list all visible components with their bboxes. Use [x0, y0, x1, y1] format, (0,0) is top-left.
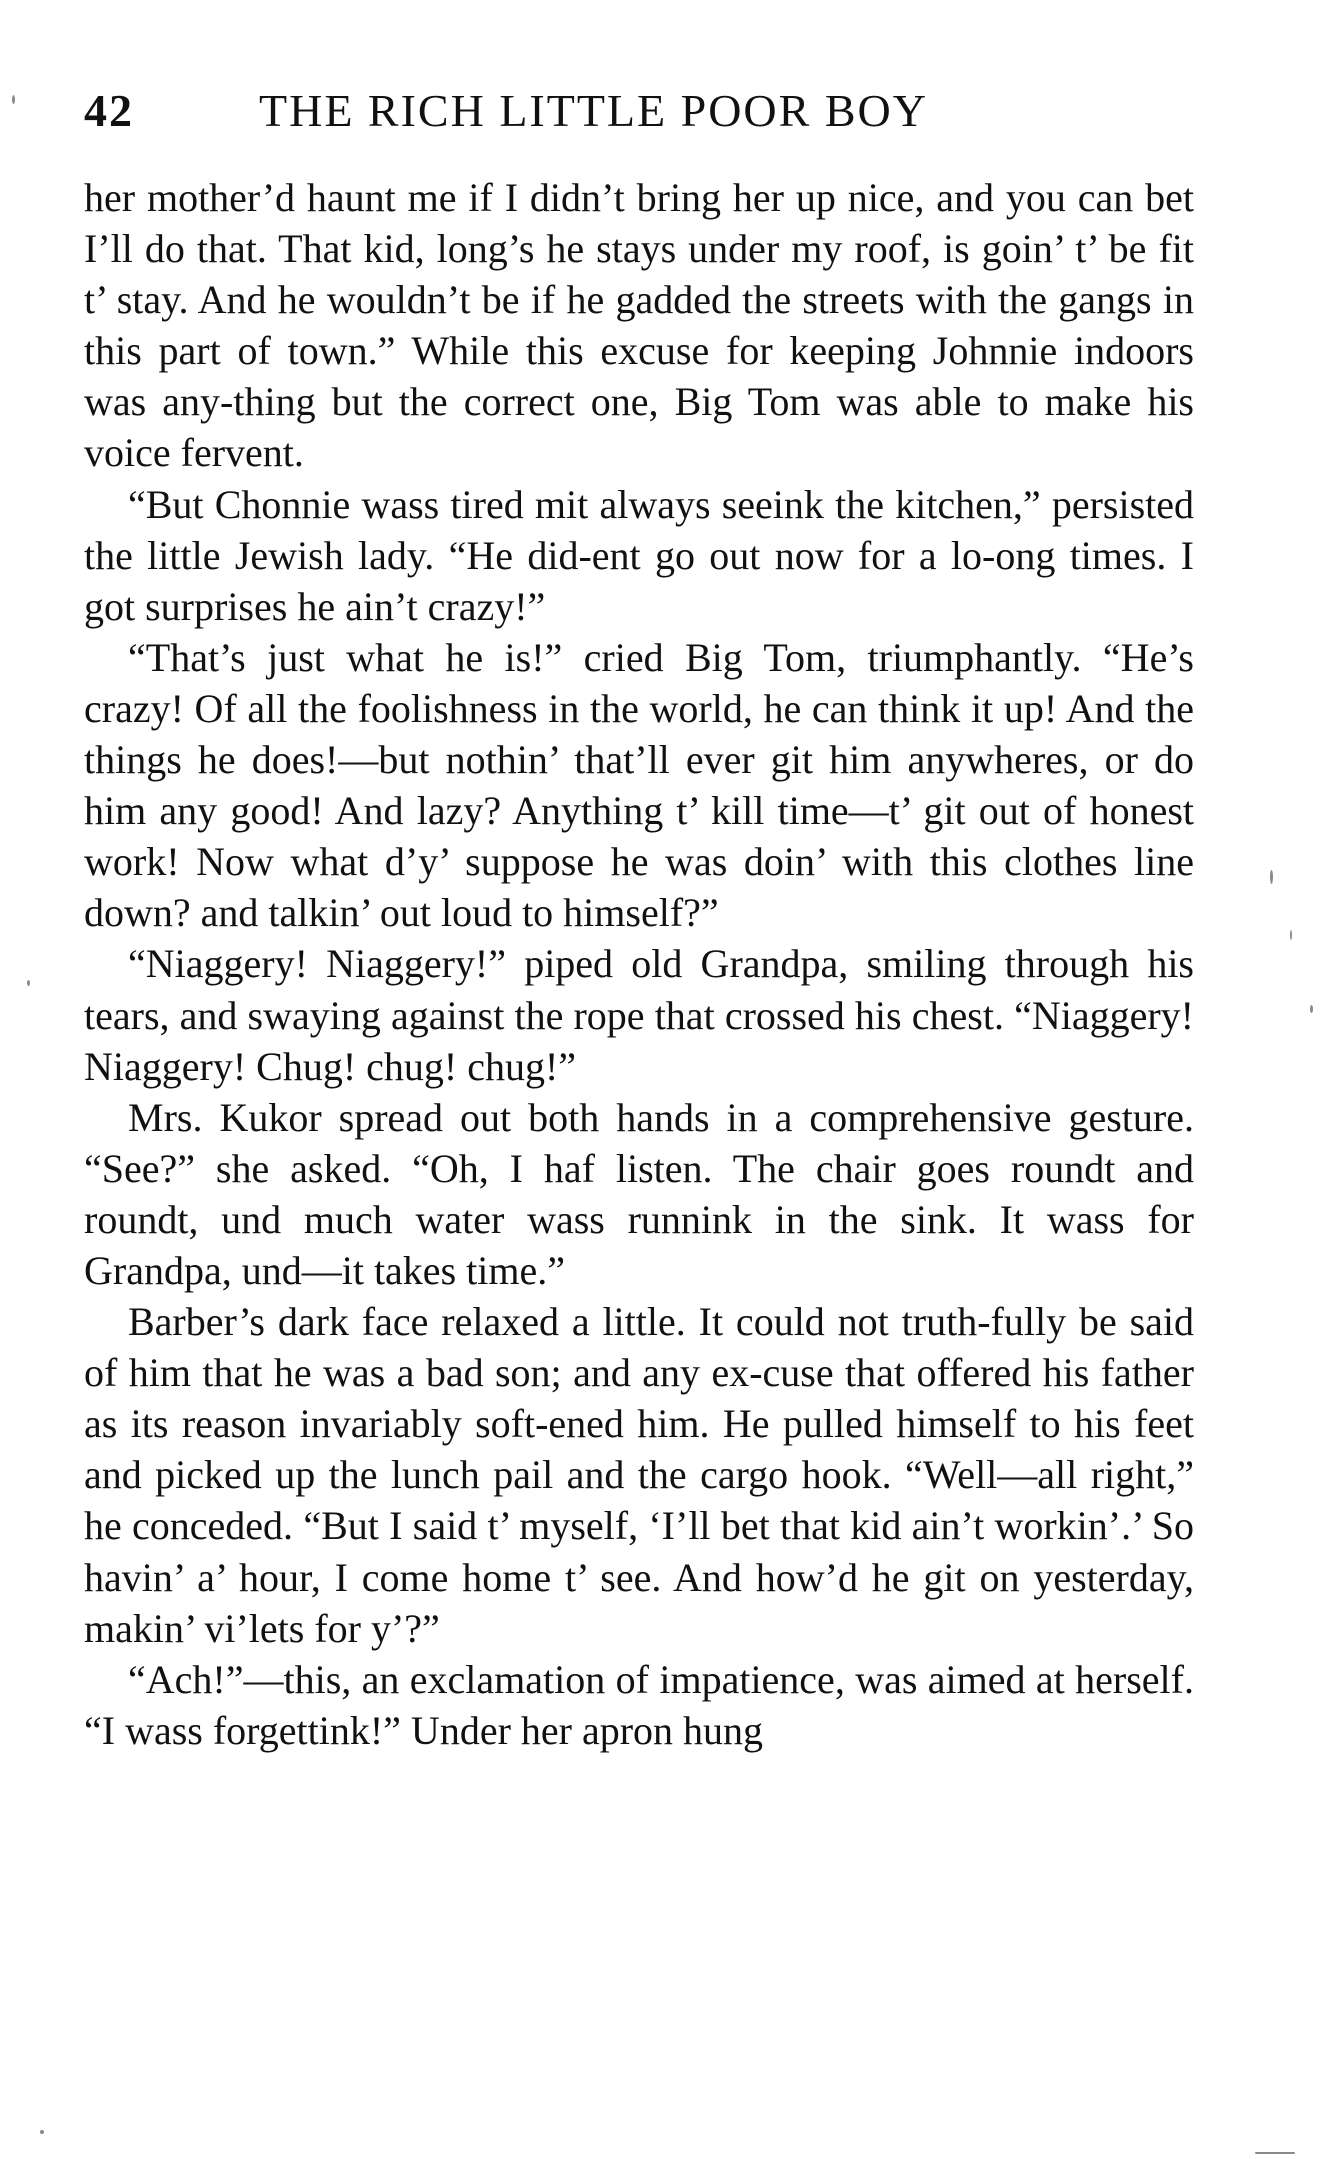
paragraph: Barber’s dark face relaxed a little. It could not truth-fully be said of him that he was a bad son; and any ex-cuse that offered his father as its reason invariably soft-ened him. He pulled himself to his feet and picked up the lunch pail and the cargo hook. “Well—all right,” he conceded. “But I said t’ myself, ‘I’ll bet that kid ain’t workin’.’ So havin’ a’ hour, I come home t’ see. And how’d he git on yesterday, makin’ vi’lets for y’?”: [84, 1299, 1194, 1651]
page-number: 42: [84, 85, 134, 136]
scan-speck: [1310, 1005, 1313, 1013]
running-head: [84, 84, 1194, 140]
scan-speck: [1255, 2152, 1295, 2154]
scan-speck: [40, 2130, 44, 2134]
paragraph-continued: her mother’d haunt me if I didn’t bring her up nice, and you can bet I’ll do that. That kid, long’s he stays under my roof, is goin’ t’ be fit t’ stay. And he wouldn’t be if he gadded the streets with the gangs in this part of town.” While this excuse for keeping Johnnie indoors was any-thing but the correct one, Big Tom was able to make his voice fervent.: [84, 175, 1194, 476]
scan-speck: [1270, 870, 1273, 884]
body-text: [84, 172, 1194, 1756]
running-title: THE RICH LITTLE POOR BOY: [259, 85, 928, 136]
paragraph: “Niaggery! Niaggery!” piped old Grandpa, smiling through his tears, and swaying against the rope that crossed his chest. “Niaggery! Niaggery! Chug! chug! chug!”: [84, 941, 1194, 1089]
paragraph: “Ach!”—this, an exclamation of impatience, was aimed at herself. “I wass forgettink!” Under her apron hung: [84, 1656, 1194, 1753]
paragraph: “But Chonnie wass tired mit always seeink the kitchen,” persisted the little Jewish lady. “He did-ent go out now for a lo-ong times. I got surprises he ain’t crazy!”: [84, 481, 1194, 629]
paragraph: Mrs. Kukor spread out both hands in a comprehensive gesture. “See?” she asked. “Oh, I haf listen. The chair goes roundt and roundt, und much water wass runnink in the sink. It wass for Grandpa, und—it takes time.”: [84, 1094, 1194, 1293]
scan-speck: [27, 980, 30, 986]
paragraph: “That’s just what he is!” cried Big Tom, triumphantly. “He’s crazy! Of all the foolishness in the world, he can think it up! And the things he does!—but nothin’ that’ll ever git him anywheres, or do him any good! And lazy? Anything t’ kill time—t’ git out of honest work! Now what d’y’ suppose he was doin’ with this clothes line down? and talkin’ out loud to himself?”: [84, 634, 1194, 936]
scan-speck: [1290, 930, 1292, 940]
scan-speck: [12, 95, 15, 104]
